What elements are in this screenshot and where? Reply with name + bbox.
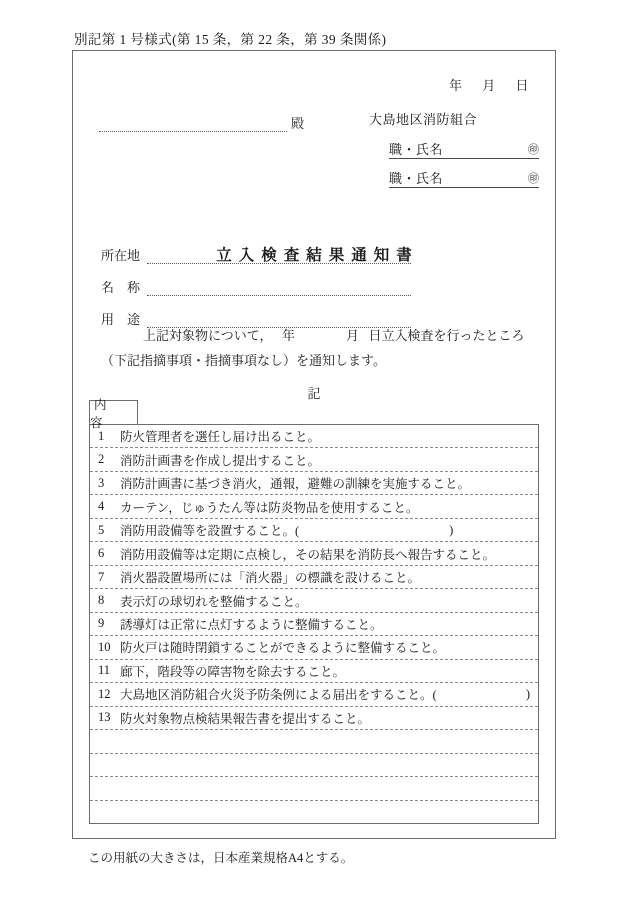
field-row-location[interactable] — [101, 239, 411, 264]
month-label: 月 — [482, 78, 496, 93]
row-number: 6 — [98, 546, 105, 561]
content-table — [89, 397, 539, 824]
body-line2: （下記指摘事項・指摘事項なし）を通知します。 — [101, 353, 386, 369]
row-number: 9 — [98, 616, 105, 631]
year-label: 年 — [448, 78, 462, 93]
row-text: 消防用設備等を設置すること。( — [120, 524, 300, 539]
table-row[interactable] — [90, 495, 538, 518]
row-text: 防火対象物点検結果報告書を提出すること。 — [120, 711, 371, 726]
row-number: 12 — [98, 686, 111, 701]
addressee-suffix: 殿 — [290, 116, 304, 131]
table-row[interactable] — [90, 448, 538, 471]
table-row[interactable] — [90, 683, 538, 706]
field-label-usage: 用 途 — [101, 312, 141, 327]
field-row-name[interactable] — [101, 271, 411, 296]
table-row[interactable] — [90, 542, 538, 565]
row-text: 防火戸は随時閉鎖することができるように整備すること。 — [120, 641, 446, 656]
body-month-label-2: 月 — [345, 328, 359, 343]
table-row[interactable] — [90, 636, 538, 659]
row-number: 8 — [98, 593, 105, 608]
field-label-location: 所在地 — [101, 248, 141, 263]
day-label: 日 — [515, 78, 529, 93]
table-row[interactable] — [90, 777, 538, 800]
signatory-label-1: 職・氏名 — [389, 142, 444, 157]
addressee-field[interactable] — [99, 113, 304, 132]
issuer-organization: 大島地区消防組合 — [369, 112, 478, 127]
row-text: 消防計画書に基づき消火，通報，避難の訓練を実施すること。 — [120, 477, 471, 492]
table-row[interactable] — [90, 589, 538, 612]
table-row[interactable] — [90, 519, 538, 542]
issuer-block — [369, 109, 539, 197]
table-row[interactable] — [90, 754, 538, 777]
row-number: 3 — [98, 475, 105, 490]
row-number: 2 — [98, 452, 105, 467]
subject-fields — [101, 239, 411, 335]
body-line1-prefix: 上記対象物について， — [143, 328, 273, 343]
field-input-location[interactable] — [147, 248, 411, 264]
paper-size-note: この用紙の大きさは，日本産業規格A4とする。 — [88, 851, 354, 865]
row-text: 消防用設備等は定期に点検し，その結果を消防長へ報告すること。 — [120, 547, 496, 562]
row-text: 大島地区消防組合火災予防条例による届出をすること。( — [120, 688, 437, 703]
signatory-row-2[interactable] — [389, 168, 539, 188]
date-line — [441, 75, 538, 94]
table-row[interactable] — [90, 566, 538, 589]
row-text: 表示灯の球切れを整備すること。 — [120, 594, 308, 609]
field-label-name: 名 称 — [101, 280, 141, 295]
seal-icon-1: ㊞ — [528, 144, 539, 156]
row-number: 13 — [98, 710, 111, 725]
content-table-body — [89, 424, 539, 824]
table-row[interactable] — [90, 472, 538, 495]
table-row[interactable] — [90, 707, 538, 730]
row-number: 10 — [98, 639, 111, 654]
row-paren-close: ) — [449, 522, 454, 537]
form-code-heading: 別記第 1 号様式(第 15 条，第 22 条，第 39 条関係) — [74, 32, 387, 47]
table-row[interactable] — [90, 660, 538, 683]
body-line1-suffix: 日立入検査を行ったところ — [368, 328, 525, 343]
row-paren-close: ) — [525, 686, 530, 701]
table-row[interactable] — [90, 425, 538, 448]
row-text: 消火器設置場所には「消火器」の標識を設けること。 — [120, 571, 421, 586]
table-row[interactable] — [90, 801, 538, 823]
row-text: 廊下，階段等の障害物を除去すること。 — [120, 664, 346, 679]
signatory-label-2: 職・氏名 — [389, 171, 444, 186]
form-frame — [72, 50, 556, 839]
row-number: 4 — [98, 499, 105, 514]
ki-mark: 記 — [307, 386, 321, 401]
signatory-row-1[interactable] — [389, 139, 539, 159]
seal-icon-2: ㊞ — [528, 173, 539, 185]
row-number: 1 — [98, 428, 105, 443]
row-text: 消防計画書を作成し提出すること。 — [120, 453, 321, 468]
field-input-name[interactable] — [147, 280, 411, 296]
row-number: 7 — [98, 569, 105, 584]
row-number: 11 — [98, 663, 111, 678]
content-column-header: 内 容 — [89, 400, 138, 424]
body-year-label: 年 — [281, 328, 295, 343]
document-title: 立入検査結果通知書 — [216, 247, 419, 264]
table-row[interactable] — [90, 613, 538, 636]
table-row[interactable] — [90, 730, 538, 753]
content-table-header — [89, 397, 539, 430]
row-text: カーテン，じゅうたん等は防炎物品を使用すること。 — [120, 500, 419, 515]
row-number: 5 — [98, 522, 105, 537]
addressee-input-line[interactable] — [99, 117, 287, 132]
row-text: 防火管理者を選任し届け出ること。 — [120, 430, 321, 445]
row-text: 誘導灯は正常に点灯するように整備すること。 — [120, 617, 383, 632]
body-paragraph — [101, 323, 531, 374]
